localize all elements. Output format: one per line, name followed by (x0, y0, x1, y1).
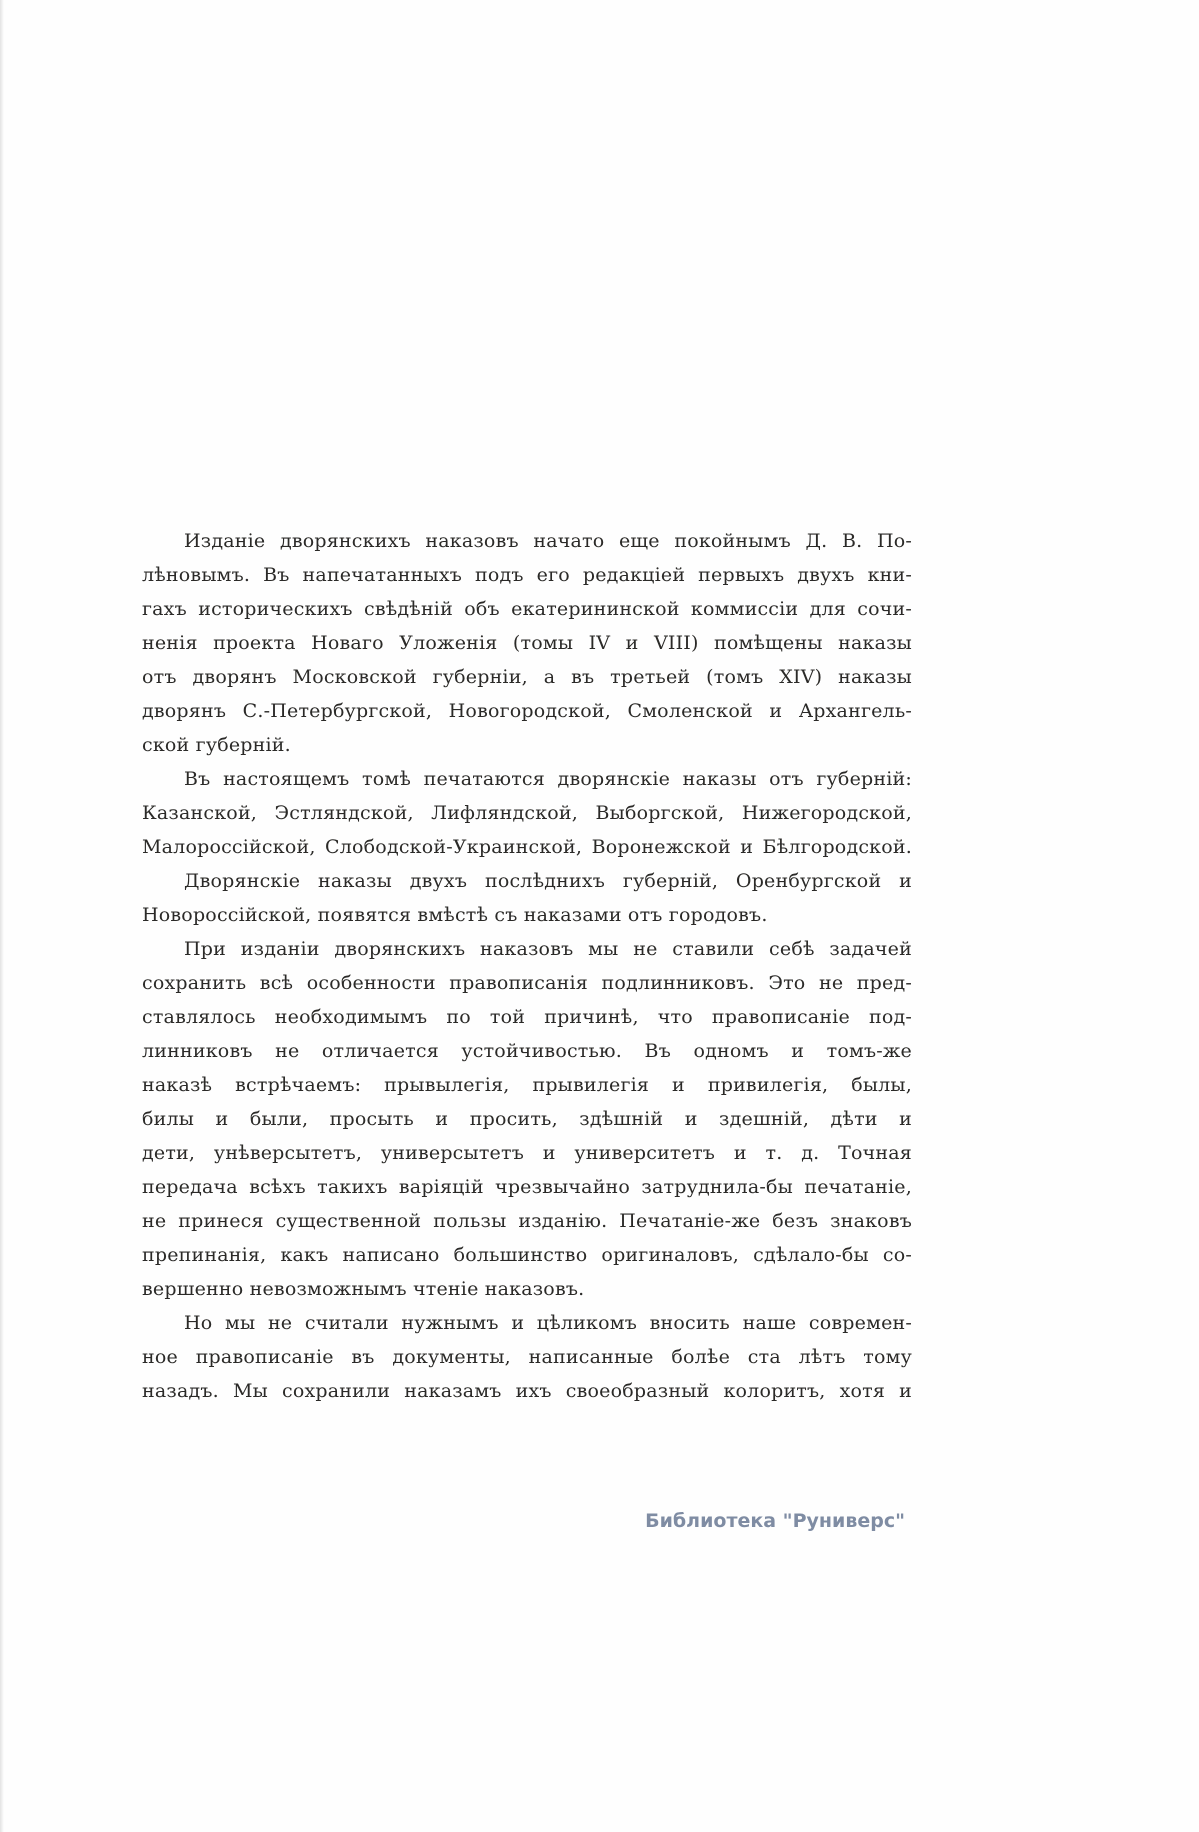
text-block (142, 524, 912, 1408)
text-line: лѣновымъ. Въ напечатанныхъ подъ его редакціей первыхъ двухъ кни- (142, 564, 912, 586)
text-line: Казанской, Эстляндской, Лифляндской, Выборгской, Нижегородской, (142, 802, 912, 824)
text-line: Въ настоящемъ томѣ печатаются дворянскіе наказы отъ губерній: (184, 768, 912, 790)
text-line: билы и были, просыть и просить, здѣшній и здешній, дѣти и (142, 1108, 912, 1130)
paragraph (142, 1306, 912, 1408)
paragraph (142, 932, 912, 1306)
text-line: ное правописаніе въ документы, написанные болѣе ста лѣтъ тому (142, 1346, 912, 1368)
text-line: Изданіе дворянскихъ наказовъ начато еще покойнымъ Д. В. По- (184, 530, 912, 552)
text-line: вершенно невозможнымъ чтеніе наказовъ. (142, 1278, 585, 1300)
text-line: Малороссійской, Слободской-Украинской, Воронежской и Бѣлгородской. (142, 836, 912, 858)
text-line: сохранить всѣ особенности правописанія подлинниковъ. Это не пред- (142, 972, 912, 994)
text-line: отъ дворянъ Московской губерніи, а въ третьей (томъ XIV) наказы (142, 666, 912, 688)
text-line: дворянъ С.-Петербургской, Новогородской, Смоленской и Архангель- (142, 700, 912, 722)
text-line: препинанія, какъ написано большинство оригиналовъ, сдѣлало-бы со- (142, 1244, 912, 1266)
text-line: ненія проекта Новаго Уложенія (томы IV и VIII) помѣщены наказы (142, 632, 912, 654)
text-line: При изданіи дворянскихъ наказовъ мы не ставили себѣ задачей (184, 938, 912, 960)
text-line: ской губерній. (142, 734, 291, 756)
paragraph (142, 864, 912, 932)
scan-edge (0, 0, 4, 1832)
text-line: линниковъ не отличается устойчивостью. Въ одномъ и томъ-же (142, 1040, 912, 1062)
text-line: наказѣ встрѣчаемъ: прывылегія, прывилегія и привилегія, былы, (142, 1074, 912, 1096)
text-line: дети, унѣверсытетъ, универсытетъ и университетъ и т. д. Точная (142, 1142, 912, 1164)
text-line: не принеся существенной пользы изданію. Печатаніе-же безъ знаковъ (142, 1210, 912, 1232)
library-watermark: Библиотека "Руниверс" (645, 1510, 905, 1532)
paragraph (142, 762, 912, 864)
text-line: гахъ историческихъ свѣдѣній объ екатерининской коммиссіи для сочи- (142, 598, 912, 620)
text-line: Новороссійской, появятся вмѣстѣ съ наказами отъ городовъ. (142, 904, 768, 926)
text-line: Но мы не считали нужнымъ и цѣликомъ вносить наше современ- (184, 1312, 912, 1334)
text-line: ставлялось необходимымъ по той причинѣ, что правописаніе под- (142, 1006, 912, 1028)
text-line: Дворянскіе наказы двухъ послѣднихъ губерній, Оренбургской и (184, 870, 912, 892)
text-line: передача всѣхъ такихъ варіяцій чрезвычайно затруднила-бы печатаніе, (142, 1176, 912, 1198)
paragraph (142, 524, 912, 762)
text-line: назадъ. Мы сохранили наказамъ ихъ своеобразный колоритъ, хотя и (142, 1380, 912, 1402)
